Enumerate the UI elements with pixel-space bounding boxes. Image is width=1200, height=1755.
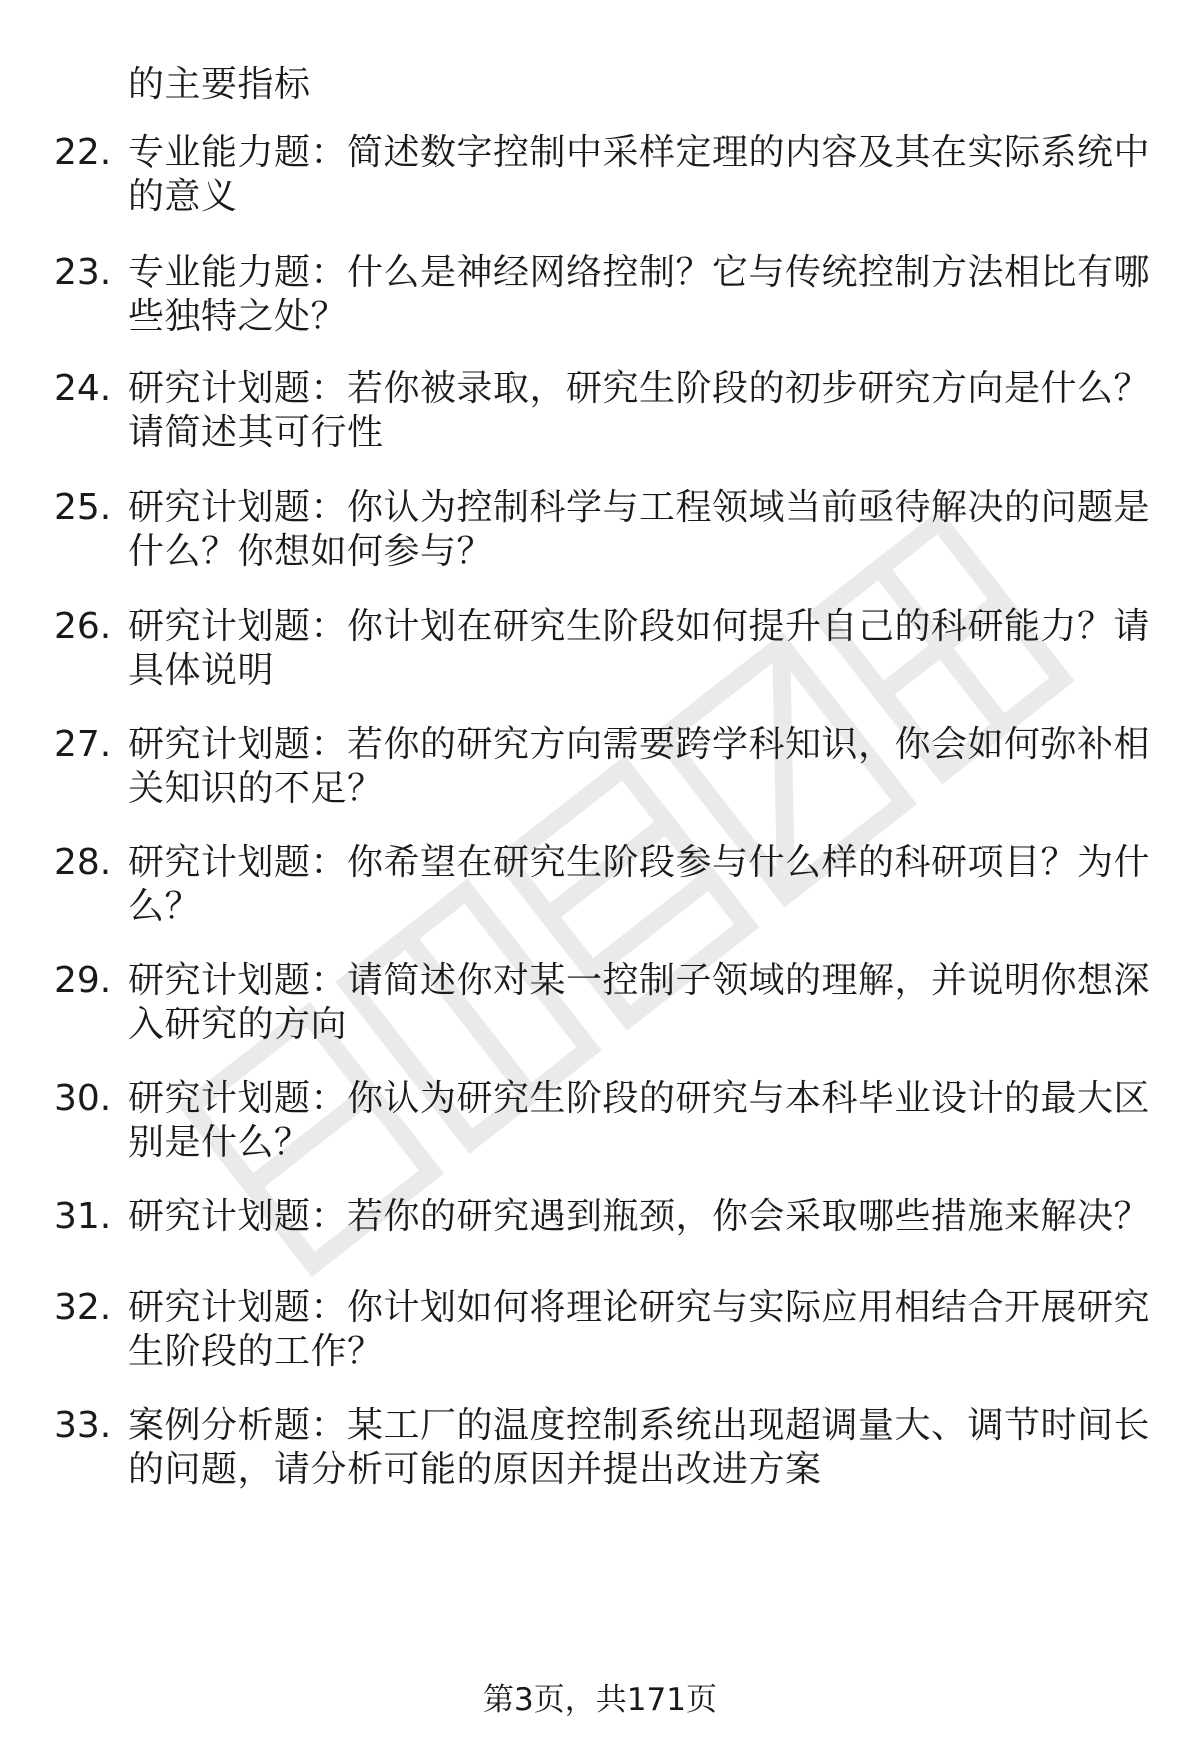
- item-line-1: 案例分析题：某工厂的温度控制系统出现超调量大、调节时间长: [128, 1405, 1151, 1446]
- item-number: 24.: [54, 368, 112, 409]
- item-line-1: 研究计划题：你认为研究生阶段的研究与本科毕业设计的最大区: [128, 1078, 1151, 1119]
- item-number: 32.: [54, 1287, 112, 1328]
- item-line-2: 的意义: [128, 176, 238, 217]
- page-footer: 第3页，共171页: [483, 1682, 717, 1718]
- item-line-1: 研究计划题：请简述你对某一控制子领域的理解，并说明你想深: [128, 960, 1151, 1001]
- item-line-1: 研究计划题：若你被录取，研究生阶段的初步研究方向是什么？: [128, 368, 1151, 409]
- item-number: 25.: [54, 487, 112, 528]
- item-line-2: 么？: [128, 886, 202, 927]
- item-line-1: 研究计划题：你计划如何将理论研究与实际应用相结合开展研究: [128, 1287, 1151, 1328]
- item-line-2: 生阶段的工作？: [128, 1331, 384, 1372]
- item-number: 29.: [54, 960, 112, 1001]
- watermark-logo: [156, 480, 1104, 1301]
- item-continuation-line-1: 的主要指标: [128, 64, 311, 105]
- item-line-2: 具体说明: [128, 650, 275, 691]
- item-line-2: 关知识的不足？: [128, 768, 384, 809]
- item-line-1: 专业能力题：简述数字控制中采样定理的内容及其在实际系统中: [128, 132, 1151, 173]
- item-number: 26.: [54, 606, 112, 647]
- item-line-1: 研究计划题：若你的研究遇到瓶颈，你会采取哪些措施来解决？: [128, 1196, 1151, 1237]
- item-line-1: 专业能力题：什么是神经网络控制？它与传统控制方法相比有哪: [128, 252, 1151, 293]
- item-number: 23.: [54, 252, 112, 293]
- item-line-2: 些独特之处？: [128, 296, 348, 337]
- item-number: 22.: [54, 132, 112, 173]
- item-number: 27.: [54, 724, 112, 765]
- item-line-2: 入研究的方向: [128, 1004, 348, 1045]
- item-number: 31.: [54, 1196, 112, 1237]
- item-line-1: 研究计划题：你希望在研究生阶段参与什么样的科研项目？为什: [128, 842, 1151, 883]
- item-line-2: 别是什么？: [128, 1122, 311, 1163]
- item-line-1: 研究计划题：你认为控制科学与工程领域当前亟待解决的问题是: [128, 487, 1151, 528]
- item-line-2: 什么？你想如何参与？: [128, 531, 494, 572]
- item-number: 30.: [54, 1078, 112, 1119]
- item-line-1: 研究计划题：你计划在研究生阶段如何提升自己的科研能力？请: [128, 606, 1151, 647]
- item-line-2: 请简述其可行性: [128, 412, 384, 453]
- item-number: 28.: [54, 842, 112, 883]
- item-line-1: 研究计划题：若你的研究方向需要跨学科知识，你会如何弥补相: [128, 724, 1151, 765]
- item-number: 33.: [54, 1405, 112, 1446]
- item-line-2: 的问题，请分析可能的原因并提出改进方案: [128, 1449, 822, 1490]
